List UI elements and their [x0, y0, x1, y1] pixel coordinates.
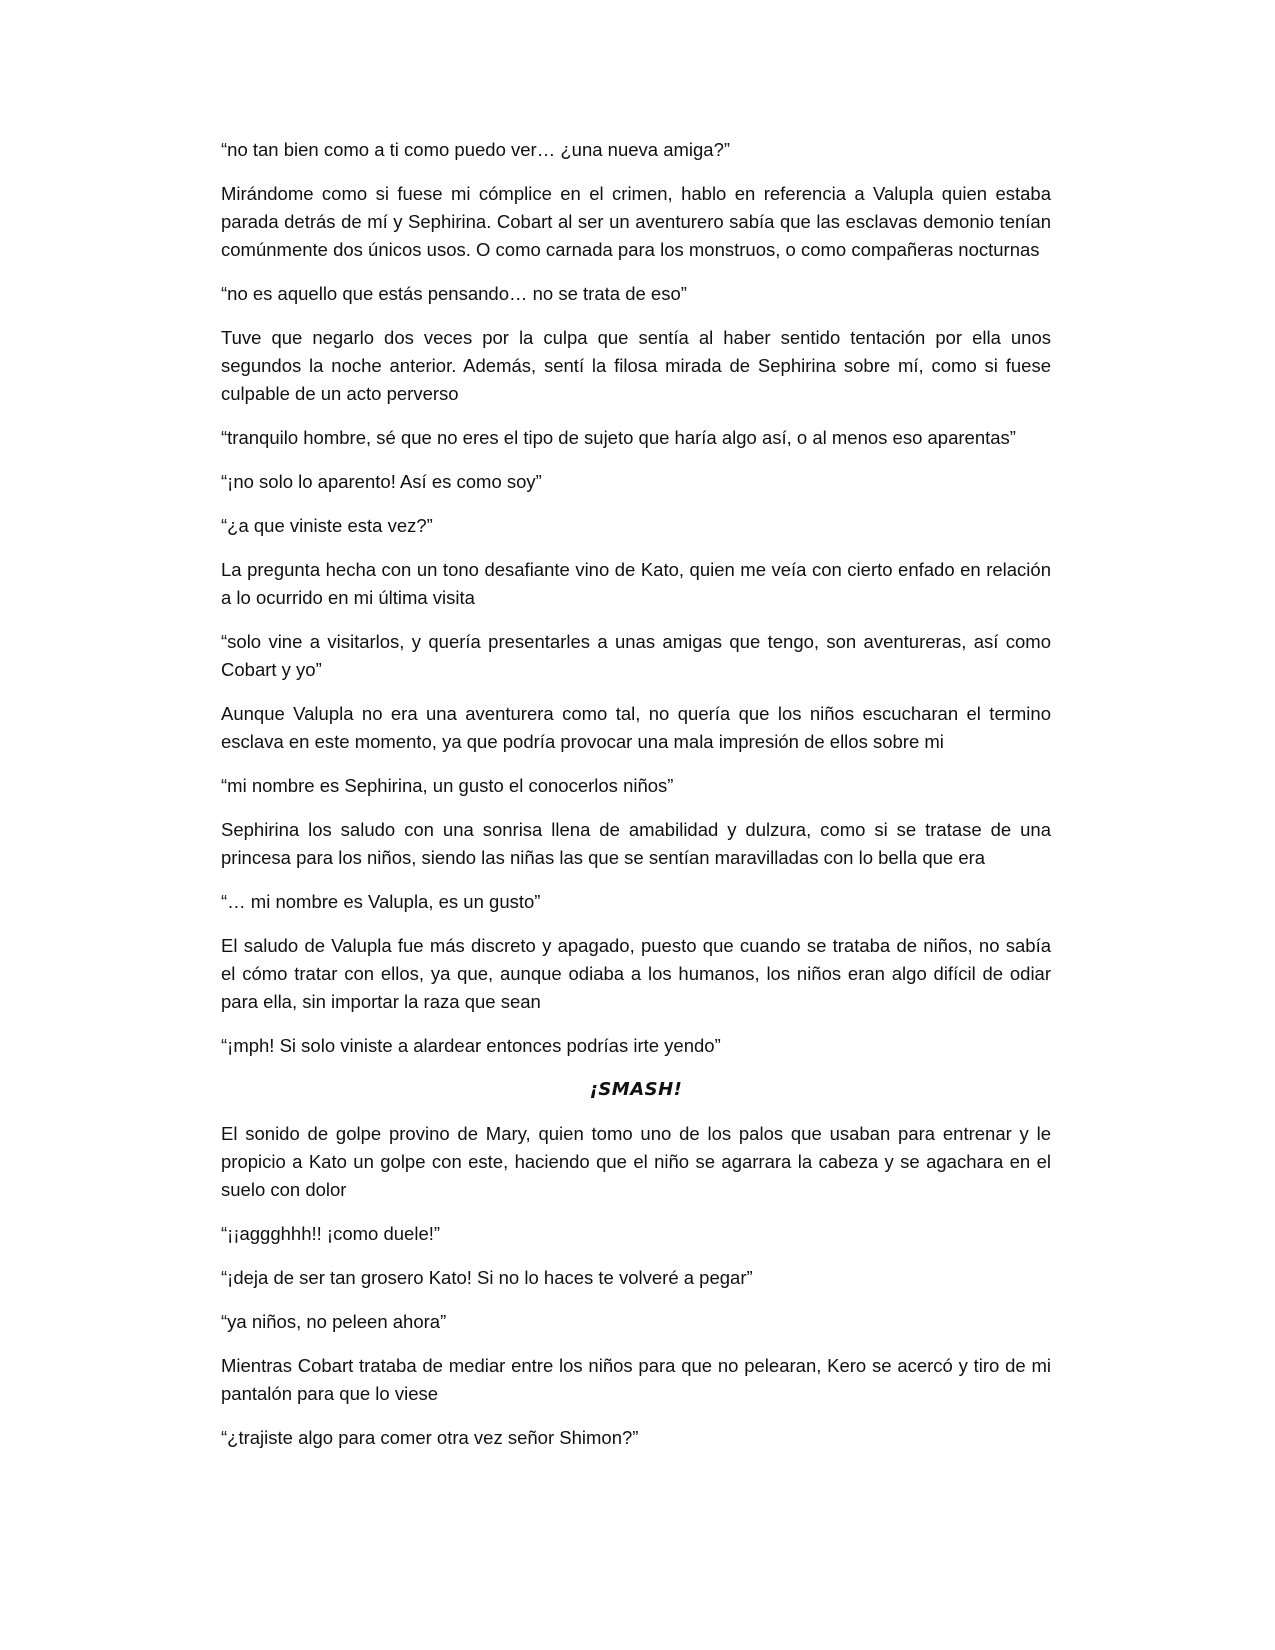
narration-paragraph: La pregunta hecha con un tono desafiante vino de Kato, quien me veía con cierto enfado en relación a lo ocurrido en mi última visita [221, 559, 1051, 608]
narration-paragraph: Tuve que negarlo dos veces por la culpa que sentía al haber sentido tentación por ella unos segundos la noche anterior. Además, sentí la filosa mirada de Sephirina sobre mí, como si fuese culpable de un acto perverso [221, 327, 1051, 404]
narration-paragraph: Aunque Valupla no era una aventurera como tal, no quería que los niños escucharan el termino esclava en este momento, ya que podría provocar una mala impresión de ellos sobre mi [221, 703, 1051, 752]
dialogue-paragraph: “mi nombre es Sephirina, un gusto el conocerlos niños” [221, 775, 674, 796]
narration-paragraph: Sephirina los saludo con una sonrisa llena de amabilidad y dulzura, como si se tratase de una princesa para los niños, siendo las niñas las que se sentían maravilladas con lo bella que era [221, 819, 1051, 868]
dialogue-paragraph: “¿trajiste algo para comer otra vez señor Shimon?” [221, 1427, 639, 1448]
dialogue-paragraph: “¡mph! Si solo viniste a alardear entonces podrías irte yendo” [221, 1035, 721, 1056]
dialogue-paragraph: “ya niños, no peleen ahora” [221, 1311, 447, 1332]
dialogue-paragraph: “¡¡aggghhh!! ¡como duele!” [221, 1223, 441, 1244]
narration-paragraph: Mientras Cobart trataba de mediar entre los niños para que no pelearan, Kero se acercó y tiro de mi pantalón para que lo viese [221, 1355, 1051, 1404]
sound-effect-heading: ¡SMASH! [589, 1079, 683, 1100]
narration-paragraph: El saludo de Valupla fue más discreto y apagado, puesto que cuando se trataba de niños, no sabía el cómo tratar con ellos, ya que, aunque odiaba a los humanos, los niños eran algo difícil de odiar para ella, sin importar la raza que sean [221, 935, 1051, 1012]
dialogue-paragraph: “solo vine a visitarlos, y quería presentarles a unas amigas que tengo, son aventureras, así como Cobart y yo” [221, 631, 1051, 680]
dialogue-paragraph: “tranquilo hombre, sé que no eres el tipo de sujeto que haría algo así, o al menos eso aparentas” [221, 427, 1016, 448]
dialogue-paragraph: “… mi nombre es Valupla, es un gusto” [221, 891, 541, 912]
narration-paragraph: Mirándome como si fuese mi cómplice en el crimen, hablo en referencia a Valupla quien estaba parada detrás de mí y Sephirina. Cobart al ser un aventurero sabía que las esclavas demonio tenían comúnmente dos únicos usos. O como carnada para los monstruos, o como compañeras nocturnas [221, 183, 1051, 260]
dialogue-paragraph: “¡no solo lo aparento! Así es como soy” [221, 471, 542, 492]
dialogue-paragraph: “no tan bien como a ti como puedo ver… ¿una nueva amiga?” [221, 139, 731, 160]
narration-paragraph: El sonido de golpe provino de Mary, quien tomo uno de los palos que usaban para entrenar y le propicio a Kato un golpe con este, haciendo que el niño se agarrara la cabeza y se agachara en el suelo con dolor [221, 1123, 1051, 1200]
document-body [221, 136, 1051, 1468]
dialogue-paragraph: “no es aquello que estás pensando… no se trata de eso” [221, 283, 687, 304]
dialogue-paragraph: “¡deja de ser tan grosero Kato! Si no lo haces te volveré a pegar” [221, 1267, 753, 1288]
dialogue-paragraph: “¿a que viniste esta vez?” [221, 515, 433, 536]
